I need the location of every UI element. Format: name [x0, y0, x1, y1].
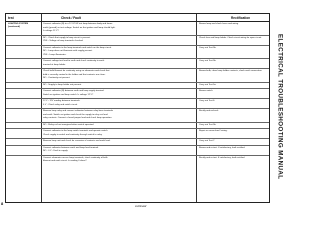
rectification-cell: Carry out Test 5b.	[199, 60, 217, 62]
check-line: NO - Continuity not present.	[43, 77, 71, 79]
header-test: test	[8, 16, 14, 20]
rectification-cell: Renew lamp and check fuses and wiring.	[199, 23, 239, 25]
rectification-cell: Rectify and recheck.	[199, 110, 219, 112]
table-row	[6, 129, 269, 139]
check-fault-cell	[43, 139, 192, 145]
check-line: Connect voltmeter (B) to a 12 V/3 W test lamp between body and frame	[43, 23, 113, 25]
rectification-cell: Carry out Test 5b.	[199, 46, 217, 49]
check-line: Remove lamp unit and check for corrosion of contacts and earth lead.	[43, 140, 111, 142]
check-line: NO - Supply to lamp holder not present.	[43, 83, 82, 86]
table-body	[6, 22, 269, 165]
table-header	[6, 14, 269, 22]
check-line: NO - Lamp does not illuminate with supply present.	[43, 50, 93, 52]
check-fault-cell	[43, 22, 192, 35]
side-heading	[274, 12, 286, 202]
continued-note: continued	[135, 205, 147, 208]
check-line: Check supply to switch and continuity through switch to relay.	[43, 133, 103, 136]
table-row	[6, 99, 269, 109]
table-row	[6, 156, 269, 165]
check-fault-cell	[43, 146, 192, 155]
check-line: 0 V - Check relay and switch circuit.	[43, 103, 78, 106]
rectification-cell: Carry out Test 7.	[199, 140, 216, 142]
check-fault-cell	[43, 99, 192, 108]
page-number: 8	[1, 201, 4, 206]
check-fault-cell	[43, 36, 192, 45]
header-rectification: Rectification	[231, 16, 251, 20]
check-fault-cell	[43, 129, 192, 138]
check-line: bulb is correctly seated in the holder and that contacts are clean.	[43, 73, 106, 76]
rectification-cell: Check fuse and lamp holder. Check circuit wiring for open circuit.	[199, 36, 262, 39]
table-row	[6, 89, 269, 99]
check-line: Remove lamp relay and connect voltmeter between relay base terminals	[43, 110, 114, 112]
check-line: NO - Relay coil not energised when switch operated.	[43, 123, 94, 126]
side-title: ELECTRICAL TROUBLESHOOTING MANUAL	[276, 34, 284, 180]
rectification-cell: Renew bulb, clean lamp holder contacts, check earth connection.	[199, 70, 263, 72]
check-line: Connect voltmeter to the lamp terminals and switch on the lamp circuit.	[43, 46, 112, 49]
check-fault-cell	[43, 59, 192, 68]
section-title: LIGHTING SYSTEM (continued)	[8, 23, 29, 28]
rectification-cell: Renew switch.	[199, 90, 214, 92]
test-table	[5, 13, 270, 203]
check-fault-cell	[43, 109, 192, 122]
rectification-cell: Carry out Test 6.	[199, 100, 216, 102]
check-line: Is voltage 12 V?	[43, 30, 59, 32]
table-row	[6, 22, 269, 36]
rectification-cell: Renew and re-test. If satisfactory, fault rectified.	[199, 146, 246, 149]
table-row	[6, 36, 269, 46]
rectification-cell: Carry out Test 5b.	[199, 123, 217, 126]
rectification-cell: Repair or renew lead / wiring.	[199, 130, 228, 132]
rectification-cell: Rectify and re-test. If satisfactory, fault rectified.	[199, 156, 245, 159]
check-line: YES - Lamp illuminates.	[43, 53, 67, 56]
check-line: terminal at lamp holder.	[43, 63, 66, 66]
table-row	[6, 109, 269, 123]
check-line: Connect voltage test lead to earth and check continuity to earth	[43, 60, 105, 62]
check-line: Connect voltmeter between earth and lamp feed terminal.	[43, 146, 99, 149]
check-line: relay contacts. Connect a fused jumper lead and check lamp operation.	[43, 117, 112, 119]
check-fault-cell	[43, 156, 192, 165]
check-line: earth (ground) as test voltage. Switch on the ignition and lamp should light.	[43, 26, 116, 29]
check-line: NO - 0 V - Fault in supply.	[43, 150, 69, 152]
table-row	[6, 46, 269, 60]
check-line: Connect ohmmeter across lamp terminals, check continuity of bulb	[43, 156, 108, 159]
check-fault-cell	[43, 89, 192, 98]
check-line: NO - Check that supply to lamp circuit is present.	[43, 36, 91, 39]
header-check-fault: Check / Fault	[61, 16, 81, 20]
check-fault-cell	[43, 46, 192, 59]
check-line: Connect voltmeter (B) between earth and lamp supply terminal.	[43, 90, 105, 92]
check-line: 12 V - 12V reading between terminals.	[43, 100, 81, 102]
check-line: filament and earth circuit. Is reading 0 ohms?	[43, 160, 87, 162]
check-line: YES - Voltage at lamp terminals checked.	[43, 40, 84, 42]
check-line: Connect voltmeter to the lamp switch terminals and operate switch.	[43, 130, 108, 132]
check-line: Check bulb filament for continuity using an ohmmeter and check that	[43, 70, 110, 72]
table-row	[6, 59, 269, 69]
check-fault-cell	[43, 123, 192, 129]
check-fault-cell	[43, 83, 192, 89]
check-line: Switch on ignition and lamp switch. Is voltage 12 V?	[43, 93, 94, 96]
table-row	[6, 146, 269, 156]
check-fault-cell	[43, 69, 192, 82]
table-row	[6, 69, 269, 83]
rectification-cell: Carry out Test 5a.	[199, 83, 217, 86]
check-line: and earth. Switch on ignition and check the supply to relay coil and	[43, 113, 108, 116]
